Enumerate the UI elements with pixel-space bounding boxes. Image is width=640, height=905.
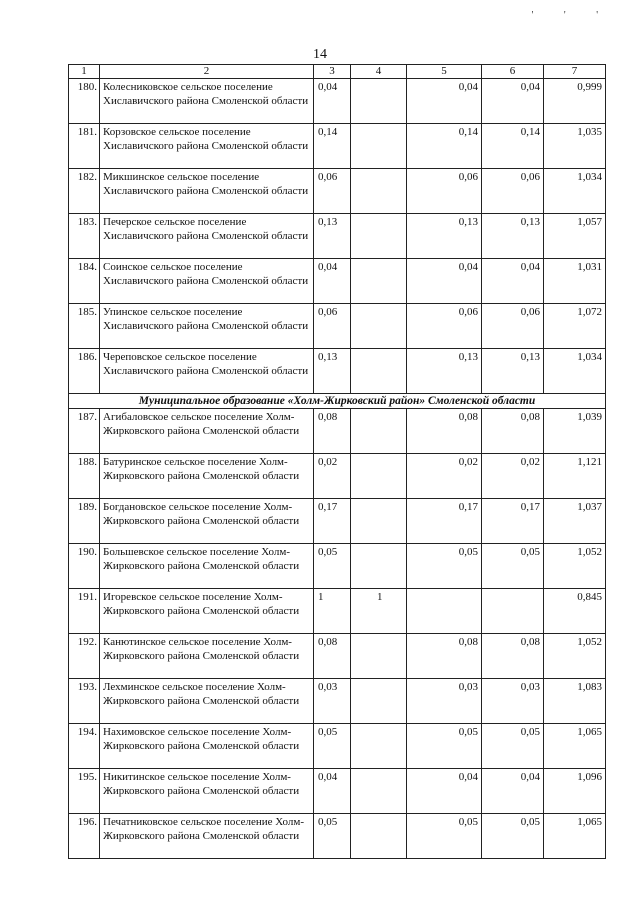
settlement-name: Большевское сельское поселение Холм-Жирковского района Смоленской области [100,544,314,589]
value-col-3: 1 [314,589,351,634]
registry-table-body [69,65,606,859]
value-col-7: 1,096 [544,769,606,814]
value-col-3: 0,08 [314,409,351,454]
value-col-5: 0,03 [407,679,482,724]
value-col-6: 0,06 [482,169,544,214]
column-header: 2 [100,65,314,79]
settlement-name: Канютинское сельское поселение Холм-Жирковского района Смоленской области [100,634,314,679]
table-row [69,679,606,724]
value-col-5: 0,05 [407,724,482,769]
value-col-6: 0,05 [482,724,544,769]
value-col-6: 0,06 [482,304,544,349]
value-col-4 [351,634,407,679]
value-col-7: 1,052 [544,544,606,589]
table-row [69,79,606,124]
value-col-7: 1,039 [544,409,606,454]
row-number: 194. [69,724,100,769]
settlement-name: Соинское сельское поселение Хиславичского района Смоленской области [100,259,314,304]
value-col-3: 0,02 [314,454,351,499]
row-number: 181. [69,124,100,169]
settlement-name: Лехминское сельское поселение Холм-Жирковского района Смоленской области [100,679,314,724]
value-col-5: 0,13 [407,214,482,259]
settlement-name: Колесниковское сельское поселение Хиславичского района Смоленской области [100,79,314,124]
table-row [69,214,606,259]
value-col-6: 0,08 [482,634,544,679]
table-row [69,634,606,679]
value-col-3: 0,03 [314,679,351,724]
column-header: 5 [407,65,482,79]
value-col-7: 1,121 [544,454,606,499]
value-col-4: 1 [351,589,407,634]
value-col-3: 0,05 [314,814,351,859]
value-col-6: 0,13 [482,349,544,394]
value-col-4 [351,409,407,454]
settlement-name: Никитинское сельское поселение Холм-Жирковского района Смоленской области [100,769,314,814]
settlement-name: Богдановское сельское поселение Холм-Жирковского района Смоленской области [100,499,314,544]
settlement-name: Упинское сельское поселение Хиславичского района Смоленской области [100,304,314,349]
settlement-name: Микшинское сельское поселение Хиславичского района Смоленской области [100,169,314,214]
table-row [69,544,606,589]
value-col-4 [351,124,407,169]
column-header-row [69,65,606,79]
value-col-7: 1,072 [544,304,606,349]
value-col-3: 0,14 [314,124,351,169]
row-number: 196. [69,814,100,859]
value-col-3: 0,04 [314,79,351,124]
settlement-name: Печатниковское сельское поселение Холм-Жирковского района Смоленской области [100,814,314,859]
value-col-4 [351,769,407,814]
settlement-name: Печерское сельское поселение Хиславичского района Смоленской области [100,214,314,259]
value-col-3: 0,17 [314,499,351,544]
registry-table [68,64,606,859]
column-header: 4 [351,65,407,79]
value-col-6: 0,13 [482,214,544,259]
value-col-5: 0,04 [407,79,482,124]
corner-marks: ' ' ' [531,10,612,21]
column-header: 3 [314,65,351,79]
value-col-6: 0,17 [482,499,544,544]
row-number: 185. [69,304,100,349]
table-row [69,814,606,859]
row-number: 191. [69,589,100,634]
table-row [69,724,606,769]
settlement-name: Батуринское сельское поселение Холм-Жирковского района Смоленской области [100,454,314,499]
value-col-3: 0,04 [314,769,351,814]
value-col-7: 1,065 [544,724,606,769]
value-col-4 [351,679,407,724]
value-col-5: 0,08 [407,409,482,454]
table-row [69,409,606,454]
value-col-6: 0,04 [482,769,544,814]
page-number: 14 [313,47,327,62]
table-row [69,349,606,394]
value-col-6: 0,04 [482,259,544,304]
value-col-5: 0,02 [407,454,482,499]
value-col-4 [351,259,407,304]
value-col-7: 1,057 [544,214,606,259]
row-number: 193. [69,679,100,724]
value-col-6: 0,05 [482,544,544,589]
value-col-6: 0,04 [482,79,544,124]
value-col-6: 0,03 [482,679,544,724]
value-col-3: 0,08 [314,634,351,679]
value-col-4 [351,349,407,394]
row-number: 189. [69,499,100,544]
value-col-4 [351,544,407,589]
settlement-name: Агибаловское сельское поселение Холм-Жирковского района Смоленской области [100,409,314,454]
settlement-name: Нахимовское сельское поселение Холм-Жирковского района Смоленской области [100,724,314,769]
table-row [69,124,606,169]
table-row [69,169,606,214]
value-col-5: 0,06 [407,169,482,214]
value-col-3: 0,13 [314,214,351,259]
value-col-5: 0,05 [407,814,482,859]
value-col-5: 0,06 [407,304,482,349]
value-col-5: 0,13 [407,349,482,394]
row-number: 186. [69,349,100,394]
row-number: 184. [69,259,100,304]
table-row [69,304,606,349]
value-col-7: 0,845 [544,589,606,634]
row-number: 182. [69,169,100,214]
value-col-7: 1,034 [544,349,606,394]
value-col-7: 1,037 [544,499,606,544]
value-col-5: 0,05 [407,544,482,589]
value-col-6 [482,589,544,634]
value-col-4 [351,214,407,259]
settlement-name: Корзовское сельское поселение Хиславичского района Смоленской области [100,124,314,169]
table-row [69,589,606,634]
value-col-7: 1,031 [544,259,606,304]
value-col-6: 0,14 [482,124,544,169]
column-header: 7 [544,65,606,79]
value-col-3: 0,06 [314,169,351,214]
row-number: 195. [69,769,100,814]
row-number: 187. [69,409,100,454]
value-col-3: 0,05 [314,544,351,589]
value-col-6: 0,05 [482,814,544,859]
value-col-7: 1,035 [544,124,606,169]
row-number: 188. [69,454,100,499]
value-col-4 [351,169,407,214]
value-col-4 [351,499,407,544]
value-col-7: 1,034 [544,169,606,214]
table-row [69,454,606,499]
value-col-3: 0,13 [314,349,351,394]
column-header: 6 [482,65,544,79]
value-col-3: 0,04 [314,259,351,304]
column-header: 1 [69,65,100,79]
value-col-7: 0,999 [544,79,606,124]
value-col-3: 0,06 [314,304,351,349]
row-number: 192. [69,634,100,679]
value-col-5: 0,04 [407,769,482,814]
value-col-5: 0,08 [407,634,482,679]
value-col-7: 1,065 [544,814,606,859]
table-row [69,499,606,544]
value-col-4 [351,814,407,859]
value-col-4 [351,304,407,349]
value-col-5: 0,04 [407,259,482,304]
value-col-3: 0,05 [314,724,351,769]
row-number: 190. [69,544,100,589]
value-col-4 [351,454,407,499]
table-row [69,769,606,814]
section-title: Муниципальное образование «Холм-Жирковский район» Смоленской области [69,394,606,409]
settlement-name: Череповское сельское поселение Хиславичского района Смоленской области [100,349,314,394]
value-col-4 [351,79,407,124]
value-col-7: 1,083 [544,679,606,724]
section-header-row [69,394,606,409]
value-col-7: 1,052 [544,634,606,679]
table-row [69,259,606,304]
settlement-name: Игоревское сельское поселение Холм-Жирковского района Смоленской области [100,589,314,634]
value-col-5 [407,589,482,634]
value-col-6: 0,08 [482,409,544,454]
value-col-5: 0,14 [407,124,482,169]
value-col-4 [351,724,407,769]
row-number: 183. [69,214,100,259]
value-col-5: 0,17 [407,499,482,544]
row-number: 180. [69,79,100,124]
value-col-6: 0,02 [482,454,544,499]
